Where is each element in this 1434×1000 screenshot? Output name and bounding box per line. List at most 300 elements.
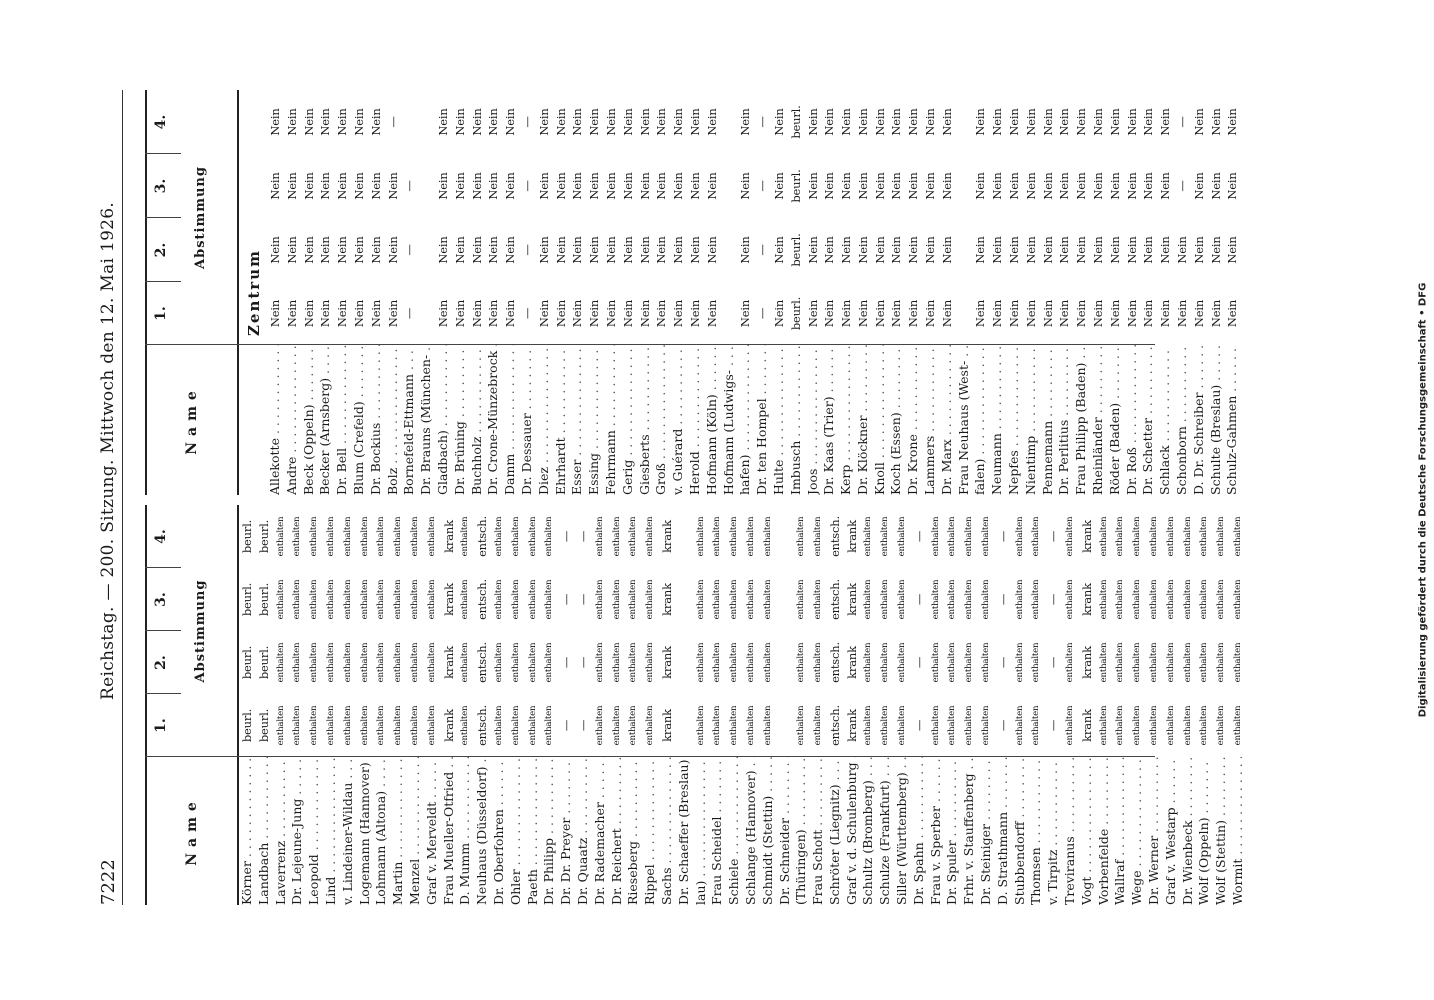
vote-cell-4: — — [755, 116, 770, 128]
vote-cell-2: krank — [441, 646, 456, 679]
table-row — [536, 90, 553, 495]
vote-cell-1: Nein — [1225, 299, 1240, 328]
vote-cell-4: enthalten — [745, 516, 756, 557]
vote-cell-3: Nein — [855, 172, 870, 200]
vote-cell-4: enthalten — [897, 516, 908, 557]
vote-cell-1: — — [519, 307, 534, 320]
vote-cell-2: Nein — [335, 236, 350, 264]
vote-cell-1: enthalten — [981, 705, 992, 746]
member-name: Dr. Wienbeck . . . — [1180, 757, 1197, 905]
vote-cell-4: Nein — [906, 108, 921, 136]
vote-cell-3: enthalten — [645, 579, 656, 620]
vote-cell-4: Nein — [368, 108, 383, 136]
vote-cell-4: Nein — [1023, 108, 1038, 136]
vote-cell-2: krank — [659, 646, 674, 679]
vote-cell-1: Nein — [368, 299, 383, 328]
vote-cell-2: Nein — [503, 236, 518, 264]
member-name: Neumann . . . — [989, 345, 1006, 495]
table-row — [1012, 505, 1029, 905]
right-column-header — [145, 90, 239, 495]
vote-cell-4: enthalten — [1165, 516, 1176, 557]
table-row — [637, 90, 654, 495]
vote-cell-4: enthalten — [393, 516, 404, 557]
vote-cell-1: Nein — [503, 299, 518, 328]
vote-cell-2: Nein — [1074, 236, 1089, 264]
member-name: Dr. Lejeune-Jung . . . — [289, 757, 306, 905]
vote-cell-3: Nein — [822, 172, 837, 200]
vote-cell-2: Nein — [603, 236, 618, 264]
member-name: Lohmann (Altona) . . . — [373, 757, 390, 905]
vote-cell-4: Nein — [889, 108, 904, 136]
left-vote-numbers — [153, 505, 169, 757]
vote-cell-4: — — [559, 530, 574, 543]
table-row — [1006, 90, 1023, 495]
vote-cell-3: krank — [659, 583, 674, 616]
vote-cell-2: enthalten — [897, 642, 908, 683]
vote-cell-3: enthalten — [325, 579, 336, 620]
vote-cell-4: Nein — [1091, 108, 1106, 136]
vote-cell-3: enthalten — [510, 579, 521, 620]
vote-cell-2: — — [755, 244, 770, 256]
column-divider — [145, 756, 1155, 757]
vote-cell-4: enthalten — [1132, 516, 1143, 557]
vote-cell-4: Nein — [1007, 108, 1022, 136]
vote-cell-1: krank — [844, 709, 859, 742]
vote-cell-3: enthalten — [981, 579, 992, 620]
table-row — [877, 505, 894, 905]
vote-cell-3: — — [911, 593, 926, 606]
table-row — [922, 90, 939, 495]
vote-cell-4: Nein — [536, 108, 551, 136]
vote-cell-1: Nein — [855, 299, 870, 328]
member-name: Dr. Crone-Münzebrock . . . — [485, 345, 502, 495]
member-name: Wolf (Oppeln) . . . — [1196, 757, 1213, 905]
vote-cell-1 — [418, 282, 435, 345]
vote-cell-1: enthalten — [309, 705, 320, 746]
vote-cell-1: Nein — [805, 299, 820, 328]
vote-cell-3 — [676, 568, 693, 631]
vote-cell-4: entsch. — [827, 516, 842, 557]
vote-cell-2: enthalten — [611, 642, 622, 683]
vote-cell-4: enthalten — [527, 516, 538, 557]
table-row — [452, 90, 469, 495]
left-vote-num-4: 4. — [153, 529, 169, 544]
vote-cell-3: — — [1175, 180, 1190, 192]
vote-cell-2: enthalten — [863, 642, 874, 683]
vote-cell-3: enthalten — [880, 579, 891, 620]
vote-cell-2: Nein — [939, 236, 954, 264]
vote-cell-1: — — [1046, 719, 1061, 732]
vote-cell-1: enthalten — [1065, 705, 1076, 746]
table-row — [1230, 505, 1247, 905]
vote-cell-1: Nein — [603, 299, 618, 328]
vote-cell-2: Nein — [1124, 236, 1139, 264]
vote-cell-1: enthalten — [645, 705, 656, 746]
left-rows — [239, 505, 1247, 905]
vote-cell-2: krank — [1079, 646, 1094, 679]
vote-cell-2 — [418, 218, 435, 282]
vote-cell-4: enthalten — [493, 516, 504, 557]
vote-cell-2: Nein — [973, 236, 988, 264]
vote-cell-1: krank — [659, 709, 674, 742]
vote-cell-3: Nein — [1107, 172, 1122, 200]
vote-cell-1: enthalten — [527, 705, 538, 746]
member-name: Becker (Arnsberg) . . . — [317, 345, 334, 495]
vote-cell-3: Nein — [1158, 172, 1173, 200]
vote-cell-2: enthalten — [981, 642, 992, 683]
vote-cell-2: Nein — [822, 236, 837, 264]
vote-cell-4: enthalten — [1199, 516, 1210, 557]
member-name: Körner . . . — [239, 757, 256, 905]
vote-cell-1: Nein — [872, 299, 887, 328]
vote-cell-2: enthalten — [628, 642, 639, 683]
member-name: Andre . . . — [284, 345, 301, 495]
vote-cell-4 — [401, 90, 418, 154]
member-name: Beck (Oppeln) . . . — [301, 345, 318, 495]
vote-cell-4: Nein — [805, 108, 820, 136]
vote-cell-1: — — [911, 719, 926, 732]
vote-cell-2: beurl. — [240, 645, 254, 680]
vote-cell-3: enthalten — [863, 579, 874, 620]
vote-cell-2: enthalten — [342, 642, 353, 683]
member-name: Frau Neuhaus (West- . . . — [956, 345, 973, 495]
member-name: Martin . . . — [390, 757, 407, 905]
margin-note — [1414, 20, 1432, 980]
vote-cell-3: Nein — [872, 172, 887, 200]
vote-cell-2: Nein — [1007, 236, 1022, 264]
vote-cell-4: enthalten — [460, 516, 471, 557]
right-rows — [267, 90, 1241, 495]
table-row — [709, 505, 726, 905]
table-row — [457, 505, 474, 905]
member-name: Joos . . . — [805, 345, 822, 495]
vote-cell-2: Nein — [435, 236, 450, 264]
left-name-header: Name — [147, 756, 237, 905]
vote-cell-3: enthalten — [1182, 579, 1193, 620]
member-name: v. Tirpitz . . . — [1045, 757, 1062, 905]
vote-cell-4: enthalten — [1182, 516, 1193, 557]
vote-cell-2: enthalten — [359, 642, 370, 683]
margin-note-text: Digitalisierung gefördert durch die Deutsche Forschungsgemeinschaft • DFG — [1417, 282, 1429, 718]
member-name: Dr. Brüning . . . — [452, 345, 469, 495]
vote-cell-2: Nein — [1023, 236, 1038, 264]
vote-cell-1: enthalten — [594, 705, 605, 746]
vote-cell-4: enthalten — [409, 516, 420, 557]
table-row — [1124, 90, 1141, 495]
table-row — [418, 90, 435, 495]
table-row — [625, 505, 642, 905]
vote-cell-3: Nein — [939, 172, 954, 200]
vote-cell-2: enthalten — [1199, 642, 1210, 683]
vote-cell-2 — [956, 218, 973, 282]
member-name: Graf v. Merveldt . . . — [424, 757, 441, 905]
vote-cell-2: enthalten — [376, 642, 387, 683]
vote-cell-2: — — [575, 656, 590, 669]
vote-cell-4: Nein — [1141, 108, 1156, 136]
vote-cell-3: — — [559, 593, 574, 606]
vote-cell-4: Nein — [1057, 108, 1072, 136]
vote-cell-4: enthalten — [544, 516, 555, 557]
vote-cell-1: enthalten — [510, 705, 521, 746]
member-name: Dr. Spahn . . . — [911, 757, 928, 905]
table-row — [844, 505, 861, 905]
vote-cell-2: Nein — [301, 236, 316, 264]
vote-cell-4: Nein — [872, 108, 887, 136]
vote-cell-2: enthalten — [1132, 642, 1143, 683]
vote-cell-2: enthalten — [510, 642, 521, 683]
vote-cell-4: enthalten — [981, 516, 992, 557]
table-row — [805, 90, 822, 495]
vote-cell-4: — — [575, 530, 590, 543]
member-name: Vogt . . . — [1079, 757, 1096, 905]
vote-cell-3 — [721, 154, 738, 218]
vote-cell-3 — [418, 154, 435, 218]
member-name: Dr. Perlitius . . . — [1056, 345, 1073, 495]
vote-cell-2: Nein — [889, 236, 904, 264]
left-vote-num-2: 2. — [153, 655, 169, 670]
vote-cell-3: Nein — [1091, 172, 1106, 200]
vote-cell-2: enthalten — [493, 642, 504, 683]
vote-cell-2: Nein — [906, 236, 921, 264]
member-name: Herold . . . — [687, 345, 704, 495]
vote-cell-4: — — [519, 116, 534, 128]
vote-cell-2: enthalten — [1115, 642, 1126, 683]
vote-cell-2: Nein — [990, 236, 1005, 264]
vote-cell-4: Nein — [822, 108, 837, 136]
member-name: Allekotte . . . — [267, 345, 284, 495]
vote-cell-1: Nein — [318, 299, 333, 328]
member-name: Gladbach) . . . — [435, 345, 452, 495]
vote-cell-3: Nein — [973, 172, 988, 200]
vote-cell-4: krank — [844, 520, 859, 553]
vote-cell-3: enthalten — [964, 579, 975, 620]
vote-cell-1: Nein — [385, 299, 400, 328]
member-name: Dr. Philipp . . . — [541, 757, 558, 905]
member-name: Dr. Werner . . . — [1146, 757, 1163, 905]
column-divider — [145, 693, 181, 694]
vote-cell-3 — [777, 568, 794, 631]
vote-cell-1: enthalten — [712, 705, 723, 746]
vote-cell-3: Nein — [671, 172, 686, 200]
member-name: Fehrmann . . . — [603, 345, 620, 495]
table-row — [956, 90, 973, 495]
vote-cell-4: enthalten — [309, 516, 320, 557]
vote-cell-4: enthalten — [880, 516, 891, 557]
table-row — [558, 505, 575, 905]
vote-cell-4: Nein — [503, 108, 518, 136]
vote-cell-4: Nein — [351, 108, 366, 136]
vote-cell-4: enthalten — [863, 516, 874, 557]
vote-cell-1: enthalten — [426, 705, 437, 746]
member-name: Schultz (Bromberg) . . . — [860, 757, 877, 905]
table-row — [911, 505, 928, 905]
table-row — [939, 90, 956, 495]
member-name: Bornefeld-Ettmann . . . — [401, 345, 418, 495]
member-name: Nepfes . . . — [1006, 345, 1023, 495]
vote-cell-4: enthalten — [947, 516, 958, 557]
table-row — [586, 90, 603, 495]
vote-cell-4 — [418, 90, 435, 154]
vote-cell-2: Nein — [1208, 236, 1223, 264]
member-name: Menzel . . . — [407, 757, 424, 905]
vote-cell-4: enthalten — [813, 516, 824, 557]
vote-cell-3: Nein — [738, 172, 753, 200]
vote-cell-1: enthalten — [762, 705, 773, 746]
vote-cell-1: Nein — [351, 299, 366, 328]
member-name: Neuhaus (Düsseldorf) . . . — [474, 757, 491, 905]
column-divider — [145, 153, 181, 154]
vote-cell-4: enthalten — [292, 516, 303, 557]
vote-cell-3: Nein — [1040, 172, 1055, 200]
vote-cell-4: Nein — [839, 108, 854, 136]
vote-cell-1: Nein — [654, 299, 669, 328]
vote-cell-1: Nein — [906, 299, 921, 328]
vote-cell-2: enthalten — [1014, 642, 1025, 683]
vote-cell-3: Nein — [486, 172, 501, 200]
vote-cell-4: enthalten — [762, 516, 773, 557]
member-name: Frau Schott . . . — [810, 757, 827, 905]
vote-cell-2: Nein — [351, 236, 366, 264]
table-row — [1174, 90, 1191, 495]
vote-cell-2: Nein — [637, 236, 652, 264]
vote-cell-1: Nein — [301, 299, 316, 328]
vote-cell-4: enthalten — [325, 516, 336, 557]
member-name: Dr. Brauns (München- . . . — [418, 345, 435, 495]
vote-cell-3: beurl. — [788, 169, 803, 203]
member-name: D. Dr. Schreiber . . . — [1191, 345, 1208, 495]
vote-cell-4: enthalten — [611, 516, 622, 557]
member-name: Schmidt (Stettin) . . . — [760, 757, 777, 905]
table-row — [1140, 90, 1157, 495]
member-name: Dr. Oberfohren . . . — [491, 757, 508, 905]
vote-cell-1: enthalten — [863, 705, 874, 746]
vote-cell-2: Nein — [1158, 236, 1173, 264]
vote-cell-3: enthalten — [275, 579, 286, 620]
vote-cell-2: Nein — [1107, 236, 1122, 264]
vote-cell-1 — [721, 282, 738, 345]
vote-cell-1: Nein — [452, 299, 467, 328]
member-name: Schulte (Breslau) . . . — [1208, 345, 1225, 495]
vote-cell-4: Nein — [284, 108, 299, 136]
table-row — [704, 90, 721, 495]
vote-cell-1: Nein — [536, 299, 551, 328]
member-name: Laverrenz . . . — [273, 757, 290, 905]
vote-cell-3: Nein — [553, 172, 568, 200]
vote-cell-4: Nein — [452, 108, 467, 136]
vote-cell-2: enthalten — [729, 642, 740, 683]
member-name: Dr. Bockius . . . — [368, 345, 385, 495]
vote-cell-4: beurl. — [240, 519, 254, 554]
table-row — [1096, 505, 1113, 905]
vote-cell-1 — [777, 694, 794, 757]
vote-cell-2: enthalten — [813, 642, 824, 683]
vote-cell-4: enthalten — [930, 516, 941, 557]
left-votes-header — [147, 505, 237, 757]
vote-cell-3: enthalten — [1165, 579, 1176, 620]
vote-cell-1: beurl. — [788, 296, 803, 331]
vote-cell-2: — — [911, 656, 926, 669]
column-divider — [145, 630, 181, 631]
vote-cell-1: enthalten — [796, 705, 807, 746]
vote-cell-2: Nein — [1225, 236, 1240, 264]
vote-cell-4: — — [995, 530, 1010, 543]
vote-cell-1: — — [995, 719, 1010, 732]
vote-cell-2: enthalten — [527, 642, 538, 683]
vote-cell-1: Nein — [990, 299, 1005, 328]
member-name: Vorbenfelde . . . — [1096, 757, 1113, 905]
page-header — [98, 0, 124, 1000]
vote-cell-1: enthalten — [393, 705, 404, 746]
vote-cell-3: Nein — [906, 172, 921, 200]
table-row — [721, 90, 738, 495]
member-name: Gerig . . . — [620, 345, 637, 495]
vote-cell-1: Nein — [671, 299, 686, 328]
vote-cell-2: enthalten — [1098, 642, 1109, 683]
vote-cell-1: Nein — [1040, 299, 1055, 328]
vote-cell-4: enthalten — [359, 516, 370, 557]
vote-cell-4: enthalten — [729, 516, 740, 557]
member-name: Imbusch . . . — [788, 345, 805, 495]
vote-cell-3: enthalten — [309, 579, 320, 620]
table-row — [491, 505, 508, 905]
vote-cell-1: enthalten — [1216, 705, 1227, 746]
vote-cell-3: krank — [441, 583, 456, 616]
table-row — [642, 505, 659, 905]
vote-cell-1 — [956, 282, 973, 345]
table-row — [525, 505, 542, 905]
vote-cell-4 — [721, 90, 738, 154]
vote-cell-1: Nein — [335, 299, 350, 328]
vote-cell-3: Nein — [1007, 172, 1022, 200]
vote-cell-2: Nein — [839, 236, 854, 264]
vote-cell-4: — — [911, 530, 926, 543]
member-name: Dr. Bell . . . — [334, 345, 351, 495]
table-row — [1157, 90, 1174, 495]
table-row — [424, 505, 441, 905]
left-abstimmung-label: Abstimmung — [193, 579, 208, 683]
vote-cell-2: krank — [844, 646, 859, 679]
table-row — [1040, 90, 1057, 495]
right-table — [145, 90, 1241, 495]
vote-cell-4: Nein — [637, 108, 652, 136]
table-row — [821, 90, 838, 495]
vote-cell-4: Nein — [1225, 108, 1240, 136]
vote-cell-1: beurl. — [240, 708, 254, 743]
member-name: Sachs . . . — [659, 757, 676, 905]
vote-cell-3: Nein — [284, 172, 299, 200]
table-row — [1062, 505, 1079, 905]
vote-cell-1: enthalten — [342, 705, 353, 746]
vote-cell-2: enthalten — [594, 642, 605, 683]
vote-cell-2: Nein — [620, 236, 635, 264]
vote-cell-2: Nein — [385, 236, 400, 264]
table-row — [435, 90, 452, 495]
vote-cell-1: enthalten — [1031, 705, 1042, 746]
vote-cell-2: — — [519, 244, 534, 256]
vote-cell-2: enthalten — [1065, 642, 1076, 683]
member-name: Koch (Essen) . . . — [888, 345, 905, 495]
member-name: Treviranus . . . — [1062, 757, 1079, 905]
table-row — [1112, 505, 1129, 905]
member-name: lau) . . . — [693, 757, 710, 905]
vote-cell-3: Nein — [603, 172, 618, 200]
table-row — [743, 505, 760, 905]
table-row — [670, 90, 687, 495]
vote-cell-4: enthalten — [695, 516, 706, 557]
vote-cell-1: enthalten — [1115, 705, 1126, 746]
member-name: Hofmann (Ludwigs- . . . — [721, 345, 738, 495]
column-divider — [145, 567, 181, 568]
